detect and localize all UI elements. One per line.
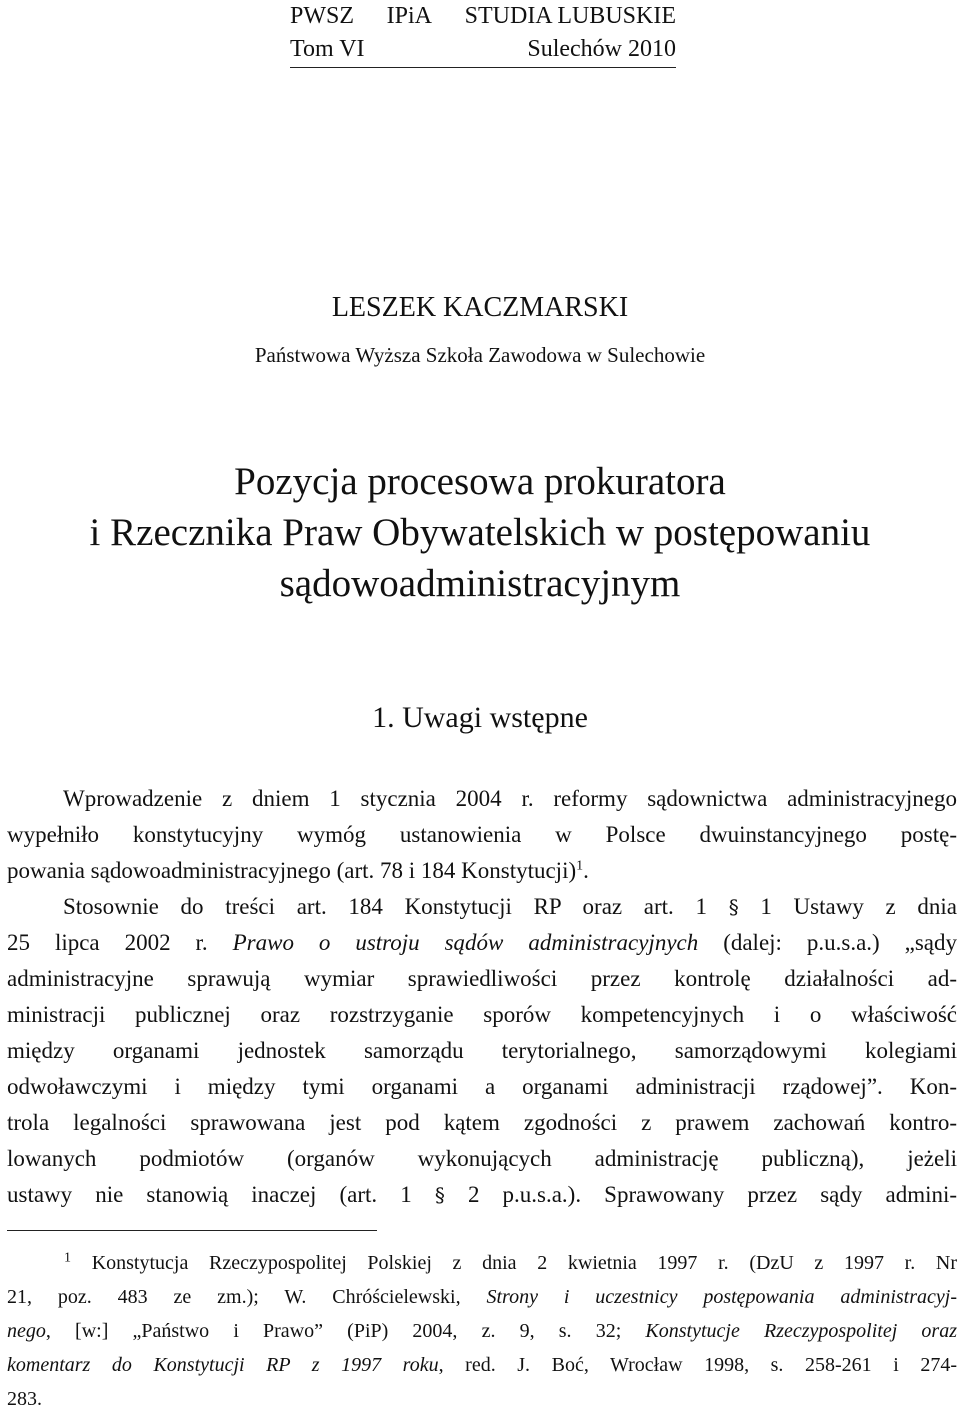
article-title — [0, 456, 960, 609]
footnote-ref[interactable]: 1 — [576, 858, 584, 874]
title-line-1: Pozycja procesowa prokuratora — [234, 460, 726, 503]
body-line: powania sądowoadministracyjnego (art. 78 i 184 Konstytucji)$^1$. — [7, 858, 589, 883]
act-title: Prawo o ustroju sądów administracyjnych — [232, 930, 699, 955]
footnote-number: 1 — [64, 1250, 71, 1266]
section-heading: 1. Uwagi wstępne — [372, 701, 588, 734]
header-institute: IPiA — [386, 3, 432, 29]
title-line-3: sądowoadministracyjnym — [279, 562, 681, 605]
header-place-year: Sulechów 2010 — [527, 36, 676, 62]
body-line: lowanych podmiotów (organów wykonujących administrację publiczną), jeżeli — [7, 1146, 957, 1171]
footnote-line: komentarz do Konstytucji RP z 1997 roku, red. J. Boć, Wrocław 1998, s. 258-261 i 274- — [7, 1354, 958, 1376]
body-line: wypełniło konstytucyjny wymóg ustanowienia w Polsce dwuinstancyjnego postę- — [7, 822, 957, 847]
header-row-2 — [290, 33, 676, 66]
footnote — [7, 1246, 957, 1416]
body-line: odwoławczymi i między tymi organami a organami administracji rządowej”. Kon- — [7, 1074, 957, 1099]
body-line: Stosownie do treści art. 184 Konstytucji RP oraz art. 1 § 1 Ustawy z dnia — [63, 894, 958, 919]
title-line-2: i Rzecznika Praw Obywatelskich w postępowaniu — [89, 511, 871, 554]
footnote-line: $^1$ Konstytucja Rzeczypospolitej Polskiej z dnia 2 kwietnia 1997 r. (DzU z 1997 r. Nr — [64, 1250, 957, 1274]
body-line: 25 lipca 2002 r. Prawo o ustroju sądów administracyjnych (dalej: p.u.s.a.) „sądy — [7, 930, 958, 955]
journal-header — [290, 0, 676, 68]
header-row-1 — [290, 0, 676, 33]
header-volume: Tom VI — [290, 36, 365, 62]
footnote-separator — [7, 1230, 377, 1231]
body-line: ustawy nie stanowią inaczej (art. 1 § 2 p.u.s.a.). Sprawowany przez sądy admini- — [7, 1182, 958, 1207]
header-publisher: PWSZ — [290, 3, 355, 29]
footnote-line: 283. — [7, 1388, 42, 1410]
body-text — [7, 781, 957, 1213]
footnote-line: nego, [w:] „Państwo i Prawo” (PiP) 2004, z. 9, s. 32; Konstytucje Rzeczypospolitej oraz — [7, 1320, 957, 1342]
header-journal: STUDIA LUBUSKIE — [464, 3, 676, 29]
footnote-line: 21, poz. 483 ze zm.); W. Chróścielewski, Strony i uczestnicy postępowania administracyj- — [7, 1286, 957, 1308]
body-line: trola legalności sprawowana jest pod kątem zgodności z prawem zachowań kontro- — [7, 1110, 957, 1135]
body-line: Wprowadzenie z dniem 1 stycznia 2004 r. reformy sądownictwa administracyjnego — [63, 786, 957, 811]
author-name: LESZEK KACZMARSKI — [331, 292, 629, 323]
body-line: ministracji publicznej oraz rozstrzyganie sporów kompetencyjnych i o właściwość — [7, 1002, 957, 1027]
body-line: administracyjne sprawują wymiar sprawiedliwości przez kontrolę działalności ad- — [7, 966, 957, 991]
author-affiliation: Państwowa Wyższa Szkoła Zawodowa w Sulechowie — [254, 343, 706, 367]
body-line: między organami jednostek samorządu terytorialnego, samorządowymi kolegiami — [7, 1038, 957, 1063]
section-sign: § — [728, 895, 739, 919]
section-sign: § — [434, 1183, 445, 1207]
